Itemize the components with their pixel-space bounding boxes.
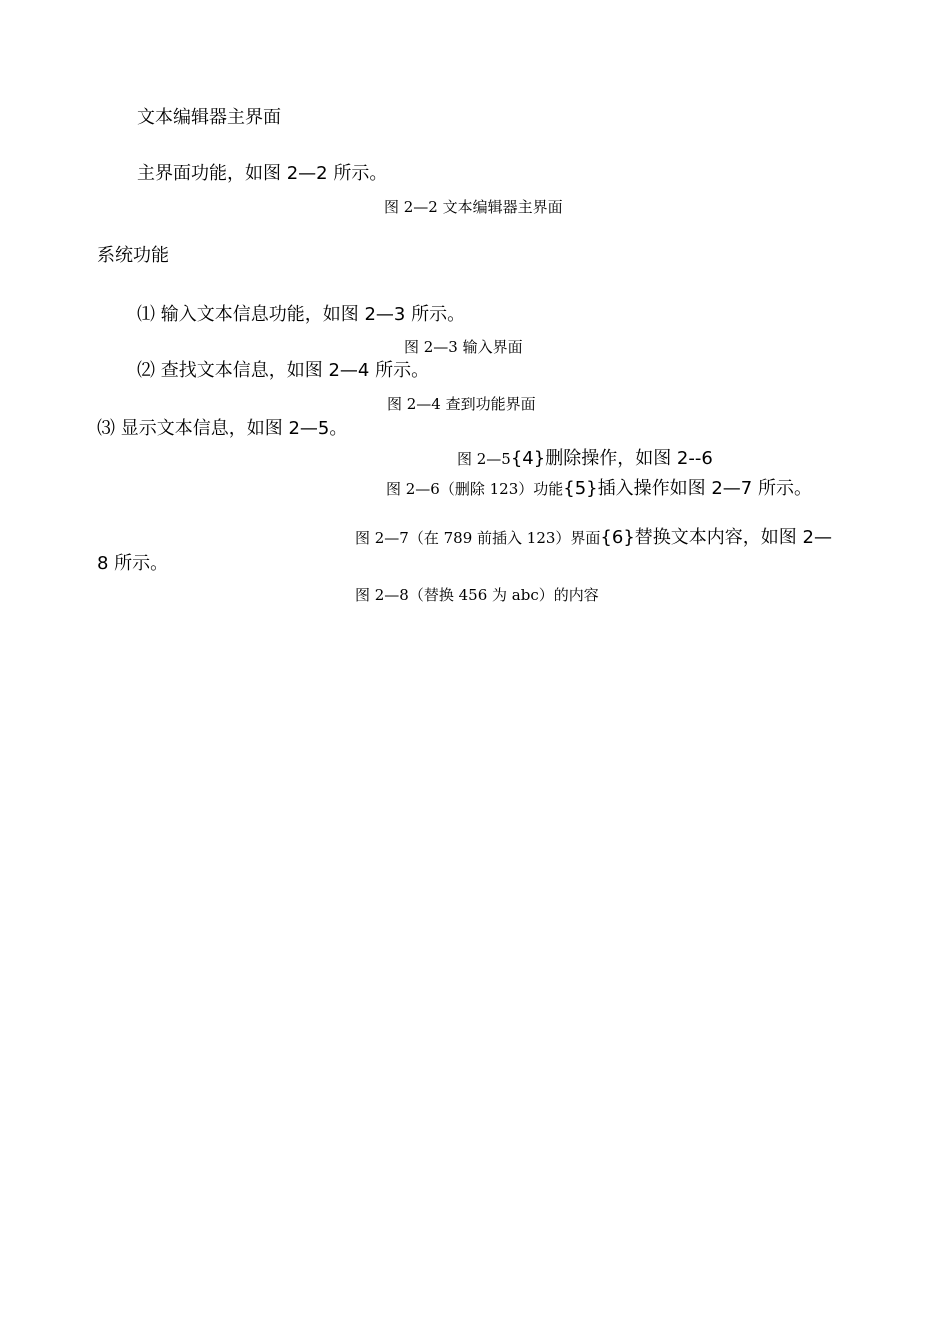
insert-operation-text: {5}插入操作如图 2—7 所示。 (563, 478, 812, 499)
figure-2-7-caption: 图 2—7（在 789 前插入 123）界面 (355, 529, 601, 547)
figure-2-5-caption: 图 2—5 (457, 450, 511, 468)
function-item-3: ⑶ 显示文本信息，如图 2—5。 (97, 418, 348, 439)
figure-2-4-caption: 图 2—4 查到功能界面 (387, 395, 536, 413)
delete-operation-text: {4}删除操作，如图 2--6 (510, 448, 713, 469)
figure-2-3-caption: 图 2—3 输入界面 (404, 338, 523, 356)
figure-2-7-continuation: 8 所示。 (97, 553, 169, 574)
figure-2-6-caption: 图 2—6（删除 123）功能 (386, 480, 564, 498)
figure-2-6-line (386, 478, 812, 500)
system-functions-heading: 系统功能 (97, 245, 169, 266)
main-interface-intro: 主界面功能，如图 2—2 所示。 (137, 163, 388, 184)
figure-2-5-line (457, 448, 713, 470)
figure-2-2-caption: 图 2—2 文本编辑器主界面 (384, 198, 563, 216)
figure-2-8-caption: 图 2—8（替换 456 为 abc）的内容 (355, 586, 599, 604)
function-item-1: ⑴ 输入文本信息功能，如图 2—3 所示。 (137, 304, 466, 325)
function-item-2: ⑵ 查找文本信息，如图 2—4 所示。 (137, 360, 430, 381)
section-title: 文本编辑器主界面 (137, 107, 281, 128)
replace-text-operation: {6}替换文本内容，如图 2— (600, 527, 832, 548)
figure-2-7-line (355, 527, 832, 549)
